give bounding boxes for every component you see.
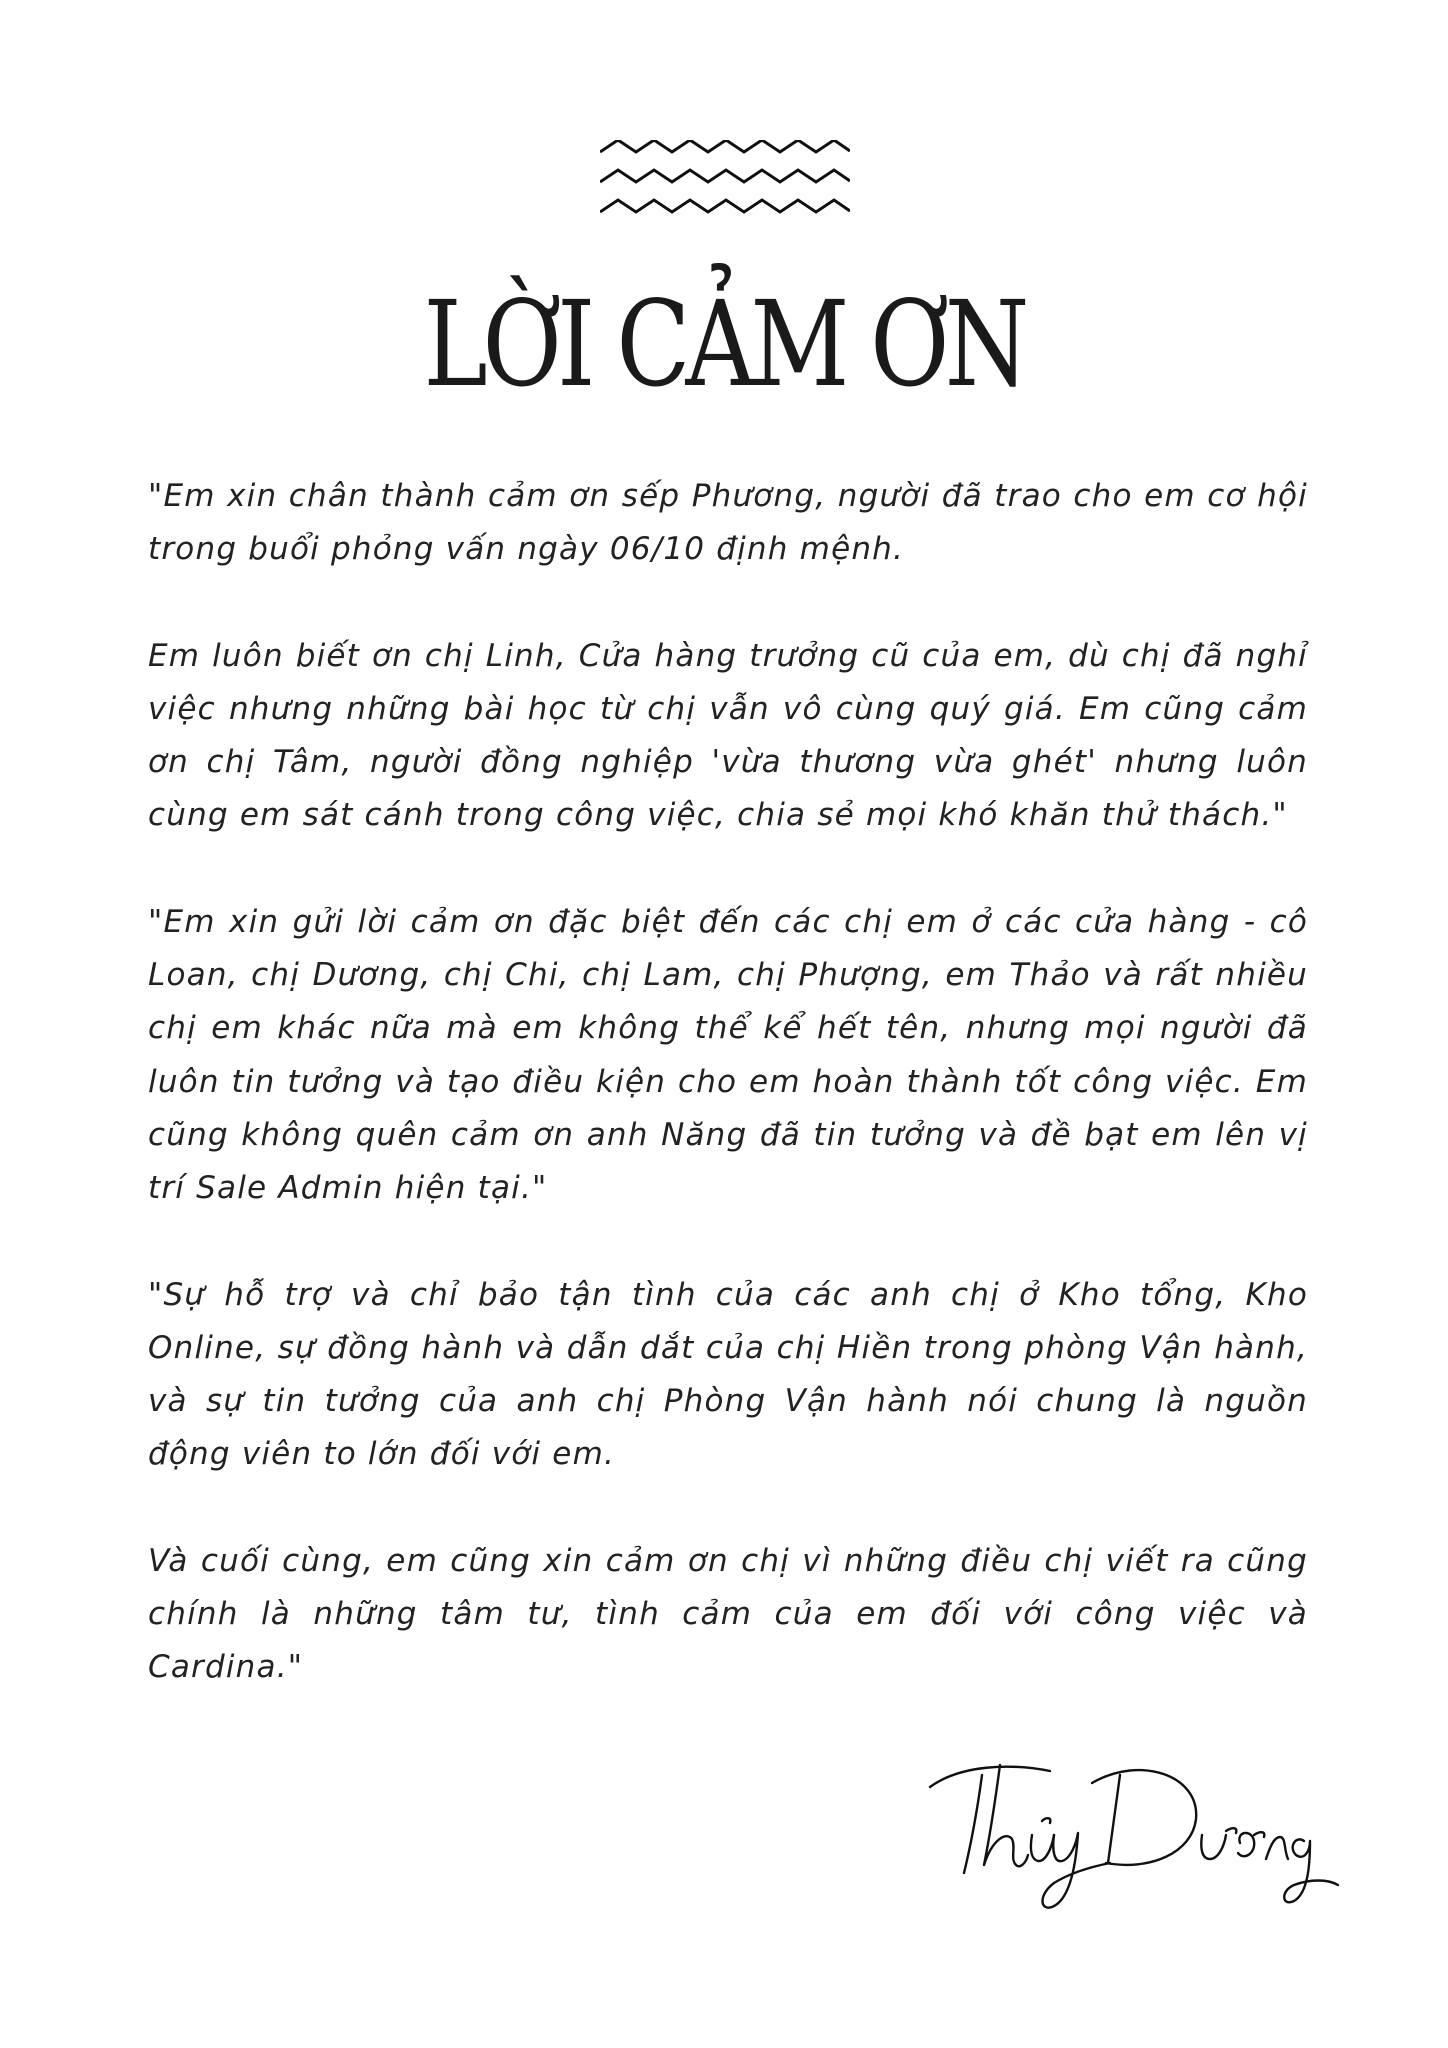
- paragraph: Em luôn biết ơn chị Linh, Cửa hàng trưởng cũ của em, dù chị đã nghỉ việc nhưng những bài học từ chị vẫn vô cùng quý giá. Em cũng cảm ơn chị Tâm, người đồng nghiệp 'vừa thương vừa ghét' nhưng luôn cùng em sát cánh trong công việc, chia sẻ mọi khó khăn thử thách.": [148, 637, 1308, 834]
- paragraph: "Em xin chân thành cảm ơn sếp Phương, người đã trao cho em cơ hội trong buổi phỏng vấn ngày 06/10 định mệnh.: [148, 478, 1308, 568]
- letter-body: [148, 470, 1308, 1748]
- handwritten-signature: [920, 1735, 1340, 1915]
- paragraph: "Sự hỗ trợ và chỉ bảo tận tình của các anh chị ở Kho tổng, Kho Online, sự đồng hành và dẫn dắt của chị Hiền trong phòng Vận hành, và sự tin tưởng của anh chị Phòng Vận hành nói chung là nguồn động viên to lớn đối với em.: [148, 1276, 1308, 1473]
- paragraph: Và cuối cùng, em cũng xin cảm ơn chị vì những điều chị viết ra cũng chính là những tâm tư, tình cảm của em đối với công việc và Cardina.": [148, 1542, 1308, 1686]
- paragraph: "Em xin gửi lời cảm ơn đặc biệt đến các chị em ở các cửa hàng - cô Loan, chị Dương, chị Chi, chị Lam, chị Phượng, em Thảo và rất nhiều chị em khác nữa mà em không thể kể hết tên, nhưng mọi người đã luôn tin tưởng và tạo điều kiện cho em hoàn thành tốt công việc. Em cũng không quên cảm ơn anh Năng đã tin tưởng và đề bạt em lên vị trí Sale Admin hiện tại.": [148, 903, 1308, 1207]
- zigzag-ornament-icon: [600, 140, 850, 230]
- page-title: LỜI CẢM ƠN: [423, 275, 1025, 413]
